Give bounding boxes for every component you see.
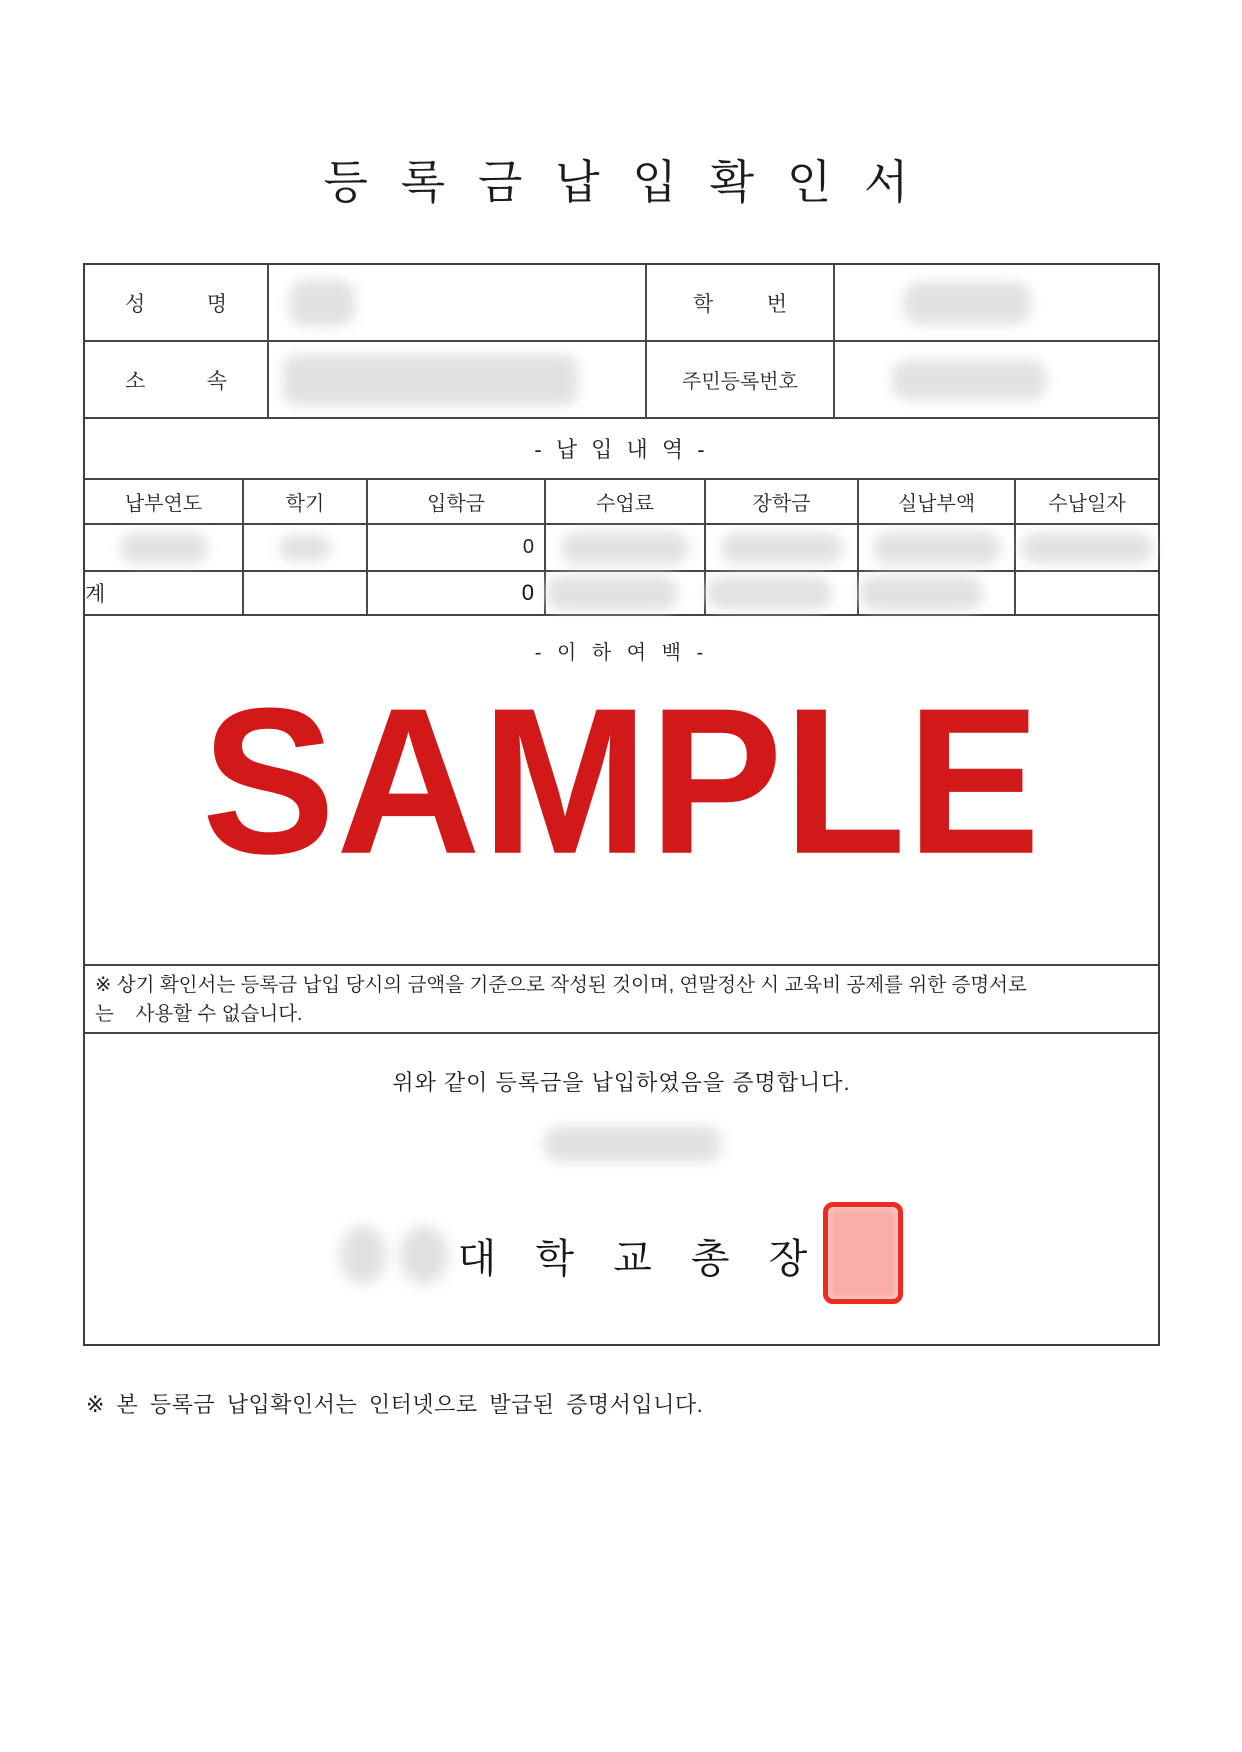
certification-statement: 위와 같이 등록금을 납입하였음을 증명합니다. [392,1070,851,1095]
col-tuition: 수업료 [546,480,706,523]
redacted-total-scholarship [706,577,832,609]
name-label-cell [85,265,269,340]
info-row-affiliation [85,342,1158,419]
total-scholarship-cell [706,572,859,614]
redacted-total-actual-paid [859,576,983,610]
certification-section [85,1034,1158,1344]
official-seal-stamp [823,1202,903,1304]
affiliation-value-cell [269,342,647,417]
col-payment-year: 납부연도 [85,480,244,523]
rrn-value-cell [835,342,1158,417]
certificate-body [83,263,1160,1346]
disclaimer-line-1: ※ 상기 확인서는 등록금 납입 당시의 금액을 기준으로 작성된 것이며, 연말정산 시 교육비 공제를 위한 증명서로 [95,974,1027,996]
payment-year-cell [85,525,244,570]
semester-cell [244,525,368,570]
total-semester-cell [244,572,368,614]
redacted-semester [279,535,331,561]
signature-line [85,1206,1158,1304]
disclaimer-note [85,966,1158,1034]
student-no-label-2: 번 [766,292,787,316]
total-entrance-fee-cell: 0 [368,572,546,614]
redacted-scholarship [721,533,843,563]
redacted-university-char-1 [340,1226,386,1284]
redacted-tuition [561,532,689,564]
payment-section-title: - 납 입 내 역 - [85,419,1158,480]
rrn-label-cell [647,342,835,417]
payment-data-row [85,525,1158,572]
student-no-label-cell [647,265,835,340]
col-entrance-fee: 입학금 [368,480,546,523]
scholarship-cell [706,525,859,570]
redacted-university-char-2 [400,1226,448,1284]
student-no-label: 학 [693,292,714,316]
affiliation-label-2: 속 [206,369,227,393]
end-of-list-text: - 이 하 여 백 - [534,642,709,664]
redacted-actual-paid [873,532,1001,564]
col-semester: 학기 [244,480,368,523]
payment-total-row [85,572,1158,616]
name-label: 성 [125,292,146,316]
redacted-student-no [903,282,1031,324]
total-label-cell: 계 [85,572,244,614]
redacted-payment-year [120,533,208,563]
receipt-date-cell [1016,525,1158,570]
student-no-value-cell [835,265,1158,340]
president-signature-text: 대 학 교 총 장 [457,1236,822,1281]
redacted-affiliation [283,355,578,405]
entrance-fee-cell: 0 [368,525,546,570]
affiliation-label-cell [85,342,269,417]
total-tuition-cell [546,572,706,614]
total-actual-paid-cell [859,572,1016,614]
col-actual-paid: 실납부액 [859,480,1016,523]
name-label-2: 명 [206,292,227,316]
actual-paid-cell [859,525,1016,570]
info-row-name [85,265,1158,342]
document-title: 등 록 금 납 입 확 인 서 [323,156,919,208]
payment-header-row [85,480,1158,525]
redacted-total-tuition [546,576,678,610]
redacted-rrn [892,360,1047,400]
affiliation-label: 소 [125,369,146,393]
footer-note: ※ 본 등록금 납입확인서는 인터넷으로 발급된 증명서입니다. [86,1392,704,1417]
col-receipt-date: 수납일자 [1048,493,1126,515]
name-value-cell [269,265,647,340]
total-receipt-date-cell [1016,572,1158,614]
rrn-label: 주민등록번호 [682,371,798,393]
redacted-issue-date [543,1126,721,1162]
sample-watermark: SAMPLE [201,665,1042,898]
col-scholarship: 장학금 [706,480,859,523]
redacted-name [289,280,355,326]
disclaimer-line-2: 는 사용할 수 없습니다. [95,1003,303,1025]
redacted-receipt-date [1021,533,1153,563]
end-of-list-section [85,616,1158,966]
tuition-cell [546,525,706,570]
